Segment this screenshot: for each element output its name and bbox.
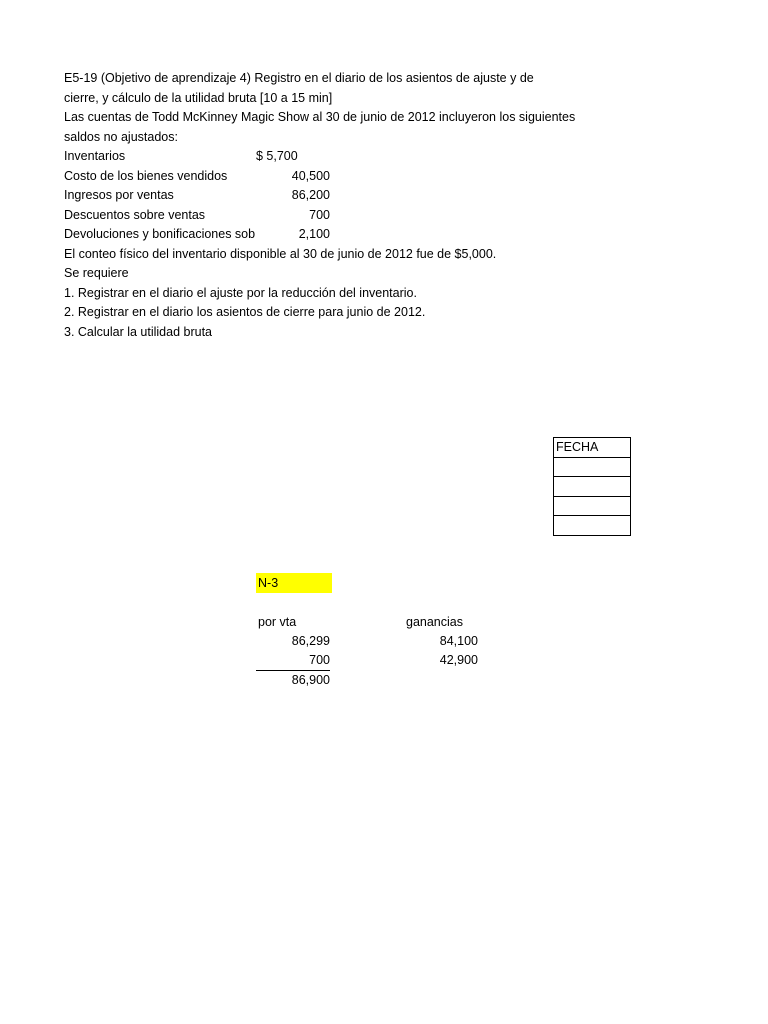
journal-date-table (553, 437, 631, 536)
inventory-count-line: El conteo físico del inventario disponible al 30 de junio de 2012 fue de $5,000. (64, 247, 497, 261)
scratch-col1-header: por vta (258, 615, 297, 629)
exercise-line-4: saldos no ajustados: (64, 130, 178, 144)
journal-date-cell[interactable] (554, 457, 631, 477)
exercise-line-2: cierre, y cálculo de la utilidad bruta [10 a 15 min] (64, 91, 333, 105)
balance-amount-descuentos: 700 (309, 208, 330, 222)
scratch-col1-value: 86,299 (291, 634, 330, 648)
scratch-col2-value: 42,900 (439, 653, 478, 667)
exercise-line-1: E5-19 (Objetivo de aprendizaje 4) Registro en el diario de los asientos de ajuste y de (64, 71, 534, 85)
balance-label-costo: Costo de los bienes vendidos (64, 169, 228, 183)
balance-label-devoluciones: Devoluciones y bonificaciones sob (64, 227, 256, 241)
balance-amount-devoluciones: 2,100 (298, 227, 330, 241)
balance-amount-costo: 40,500 (291, 169, 330, 183)
requirement-3: 3. Calcular la utilidad bruta (64, 325, 212, 339)
scratch-col1-total: 86,900 (291, 673, 330, 687)
scratch-col1-value: 700 (309, 653, 330, 667)
highlighted-tag: N-3 (256, 573, 332, 593)
requirement-1: 1. Registrar en el diario el ajuste por la reducción del inventario. (64, 286, 417, 300)
balance-amount-inventarios: $ 5,700 (256, 149, 298, 163)
scratch-col2-value: 84,100 (439, 634, 478, 648)
journal-date-cell[interactable] (554, 516, 631, 536)
requirement-2: 2. Registrar en el diario los asientos de cierre para junio de 2012. (64, 305, 426, 319)
balance-label-ingresos: Ingresos por ventas (64, 188, 174, 202)
journal-date-cell[interactable] (554, 496, 631, 516)
balance-label-descuentos: Descuentos sobre ventas (64, 208, 206, 222)
requirements-heading: Se requiere (64, 266, 129, 280)
balance-amount-ingresos: 86,200 (291, 188, 330, 202)
exercise-line-3: Las cuentas de Todd McKinney Magic Show al 30 de junio de 2012 incluyeron los siguientes (64, 110, 576, 124)
scratch-col2-header: ganancias (406, 615, 463, 629)
journal-date-cell[interactable] (554, 477, 631, 497)
journal-header-fecha: FECHA (554, 438, 631, 458)
balance-label-inventarios: Inventarios (64, 149, 126, 163)
